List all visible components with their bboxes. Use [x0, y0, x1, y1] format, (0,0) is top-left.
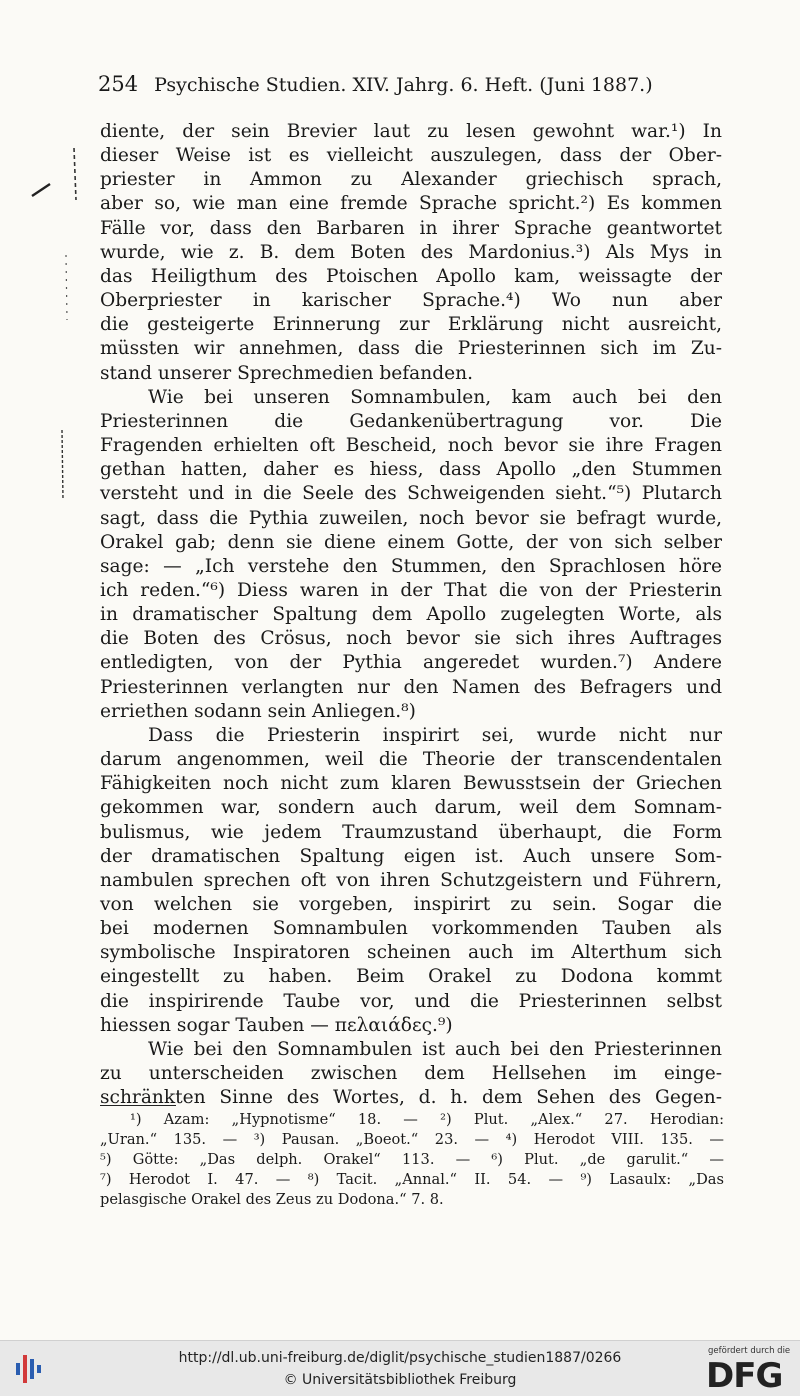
text-line: die Boten des Crösus, noch bevor sie sich ihres Auftrages [100, 628, 722, 650]
text-line: ich reden.“⁶) Diess waren in der That die von der Priesterin [100, 579, 722, 601]
running-head [98, 72, 698, 96]
viewer-footer [0, 1340, 800, 1396]
text-line: Fähigkeiten noch nicht zum klaren Bewusstsein der Griechen [100, 773, 722, 795]
text-line: symbolische Inspiratoren scheinen auch im Alterthum sich [100, 942, 722, 964]
text-line: Priesterinnen die Gedankenübertragung vor. Die [100, 410, 722, 432]
margin-pencil-marks [20, 140, 80, 540]
permalink-url[interactable]: http://dl.ub.uni-freiburg.de/diglit/psychische_studien1887/0266 [178, 1350, 622, 1366]
text-line: bei modernen Somnambulen vorkommenden Tauben als [100, 918, 722, 940]
footnote-line: ⁷) Herodot I. 47. — ⁸) Tacit. „Annal.“ II. 54. — ⁹) Lasaulx: „Das [100, 1171, 724, 1188]
page-number: 254 [98, 72, 139, 96]
text-line: wurde, wie z. B. dem Boten des Mardonius.³) Als Mys in [100, 241, 722, 263]
text-line: sagt, dass die Pythia zuweilen, noch bevor sie befragt wurde, [100, 507, 722, 529]
journal-title: Psychische Studien. XIV. Jahrg. 6. Heft. (Juni 1887.) [154, 74, 653, 96]
copyright-notice: © Universitätsbibliothek Freiburg [283, 1372, 517, 1388]
text-line: darum angenommen, weil die Theorie der transcendentalen [100, 749, 722, 771]
text-line: diente, der sein Brevier laut zu lesen gewohnt war.¹) In [100, 121, 722, 142]
footnote-divider [100, 1105, 176, 1106]
text-line: gethan hatten, daher es hiess, dass Apollo „den Stummen [100, 459, 722, 481]
text-line: gekommen war, sondern auch darum, weil dem Somnam- [100, 797, 722, 819]
text-line: Fälle vor, dass den Barbaren in ihrer Sprache geantwortet [100, 217, 722, 239]
text-line: schränkten Sinne des Wortes, d. h. dem Sehen des Gegen- [100, 1087, 722, 1109]
text-line: dieser Weise ist es vielleicht auszulegen, dass der Ober- [100, 145, 722, 167]
text-line: priester in Ammon zu Alexander griechisch sprach, [100, 169, 722, 191]
text-line: versteht und in die Seele des Schweigenden sieht.“⁵) Plutarch [100, 483, 722, 505]
funded-by-label: gefördert durch die [708, 1346, 791, 1356]
text-line: der dramatischen Spaltung eigen ist. Auch unsere Som- [100, 845, 722, 867]
text-line: zu unterscheiden zwischen dem Hellsehen im einge- [100, 1063, 722, 1085]
text-line: hiessen sogar Tauben — πελαιάδες.⁹) [100, 1014, 453, 1036]
text-line: eingestellt zu haben. Beim Orakel zu Dodona kommt [100, 966, 722, 988]
text-line: Wie bei unseren Somnambulen, kam auch bei den [148, 386, 722, 408]
text-line: Wie bei den Somnambulen ist auch bei den Priesterinnen [148, 1038, 722, 1060]
funder-badge [700, 1345, 794, 1396]
text-line: erriethen sodann sein Anliegen.⁸) [100, 700, 416, 722]
text-line: aber so, wie man eine fremde Sprache spricht.²) Es kommen [100, 193, 722, 215]
text-line: stand unserer Sprechmedien befanden. [100, 362, 474, 384]
text-line: das Heiligthum des Ptoischen Apollo kam, weissagte der [100, 265, 722, 287]
text-line: sage: — „Ich verstehe den Stummen, den Sprachlosen höre [100, 555, 722, 577]
text-line: entledigten, von der Pythia angeredet wurden.⁷) Andere [100, 652, 722, 674]
main-text [100, 120, 722, 1110]
footnote-line: ⁵) Götte: „Das delph. Orakel“ 113. — ⁶) Plut. „de garulit.“ — [100, 1151, 724, 1168]
footnote-line: „Uran.“ 135. — ³) Pausan. „Boeot.“ 23. — ⁴) Herodot VIII. 135. — [100, 1131, 724, 1148]
text-line: müssten wir annehmen, dass die Priesterinnen sich im Zu- [100, 338, 722, 360]
dfg-logo: DFG [706, 1356, 783, 1396]
text-line: die inspirirende Taube vor, und die Priesterinnen selbst [100, 990, 722, 1012]
text-line: bulismus, wie jedem Traumzustand überhaupt, die Form [100, 821, 722, 843]
text-line: Orakel gab; denn sie diene einem Gotte, der von sich selber [100, 531, 722, 553]
text-line: Fragenden erhielten oft Bescheid, noch bevor sie ihre Fragen [100, 435, 722, 457]
footnote-line: ¹) Azam: „Hypnotisme“ 18. — ²) Plut. „Alex.“ 27. Herodian: [130, 1111, 724, 1128]
text-line: Oberpriester in karischer Sprache.⁴) Wo nun aber [100, 290, 722, 312]
text-line: Priesterinnen verlangten nur den Namen des Befragers und [100, 676, 722, 698]
text-line: in dramatischer Spaltung dem Apollo zugelegten Worte, als [100, 604, 722, 626]
footnote-line: pelasgische Orakel des Zeus zu Dodona.“ 7. 8. [100, 1191, 444, 1208]
text-line: nambulen sprechen oft von ihren Schutzgeistern und Führern, [100, 869, 722, 891]
footnotes [100, 1110, 724, 1210]
text-line: Dass die Priesterin inspirirt sei, wurde nicht nur [148, 724, 722, 746]
text-line: von welchen sie vorgeben, inspirirt zu sein. Sogar die [100, 894, 722, 915]
text-line: die gesteigerte Erinnerung zur Erklärung nicht ausreicht, [100, 314, 722, 336]
